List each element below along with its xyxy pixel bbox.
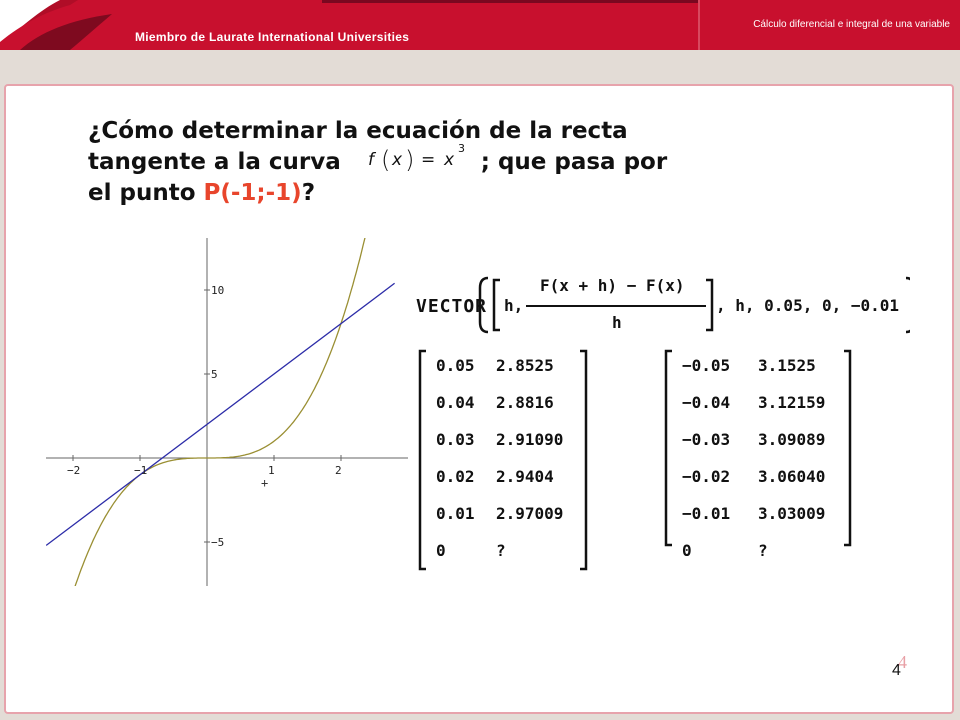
x-tick-label: −1 — [134, 464, 148, 477]
vector-rest-args: , h, 0.05, 0, −0.01 — [716, 296, 900, 315]
table-cell-h: −0.04 — [682, 393, 731, 412]
table-cell-h: −0.01 — [682, 504, 731, 523]
table-cell-h: 0 — [436, 541, 446, 560]
table-cell-h: 0.05 — [436, 356, 475, 375]
course-title: Cálculo diferencial e integral de una variable — [753, 19, 950, 30]
header-tagline: Miembro de Laurate International Universities — [135, 30, 410, 44]
question-line-2-end: ; que pasa por — [480, 149, 668, 175]
question-line-1: ¿Cómo determinar la ecuación de la recta — [88, 118, 628, 144]
vector-first-arg: h, — [504, 296, 524, 315]
tangent-line — [46, 283, 394, 545]
formula-exponent: 3 — [458, 142, 465, 155]
x-tick-label: 2 — [335, 464, 342, 477]
formula-x: x — [392, 150, 403, 170]
formula-base: x — [444, 150, 455, 170]
table-cell-value: 3.03009 — [758, 504, 826, 523]
y-tick-label: −5 — [211, 536, 225, 549]
formula-f: f — [368, 150, 374, 170]
table-cell-value: 3.06040 — [758, 467, 826, 486]
question-line-2-start: tangente a la curva — [88, 149, 341, 175]
table-cell-value: 2.9404 — [496, 467, 554, 486]
point-label: P(-1;-1) — [203, 180, 302, 206]
table-cell-h: 0.04 — [436, 393, 475, 412]
page-number: 4 — [892, 662, 901, 679]
y-tick-label: 5 — [211, 368, 218, 381]
page-number-ghost: 4 — [898, 652, 907, 672]
axis-ticks — [67, 284, 342, 549]
table-cell-h: 0.02 — [436, 467, 475, 486]
formula-close-paren: ) — [405, 146, 415, 174]
y-tick-label: 10 — [211, 284, 225, 297]
table-cell-h: 0.01 — [436, 504, 475, 523]
vector-keyword: VECTOR — [416, 296, 488, 317]
x-tick-label: −2 — [67, 464, 81, 477]
table-cell-value: 3.09089 — [758, 430, 826, 449]
table-cell-h: −0.05 — [682, 356, 731, 375]
table-cell-h: −0.03 — [682, 430, 731, 449]
university-logo — [0, 0, 135, 50]
table-cell-value: ? — [496, 541, 506, 560]
formula-equals: = — [421, 150, 436, 170]
table-cell-value: 3.12159 — [758, 393, 826, 412]
table-cell-value: ? — [758, 541, 768, 560]
graph-axes — [46, 238, 408, 586]
x-tick-label: 1 — [268, 464, 275, 477]
header-bar — [0, 0, 960, 50]
table-cell-h: −0.02 — [682, 467, 731, 486]
table-brackets — [410, 345, 870, 575]
vector-denominator: h — [612, 313, 622, 332]
table-cell-value: 2.97009 — [496, 504, 564, 523]
cursor-plus: + — [261, 476, 269, 490]
question-mark: ? — [301, 180, 316, 206]
formula-open-paren: ( — [381, 146, 391, 174]
vector-numerator: F(x + h) − F(x) — [540, 276, 685, 295]
table-cell-h: 0 — [682, 541, 692, 560]
question-line-3 — [88, 178, 688, 209]
header-stripe — [322, 0, 700, 3]
table-cell-value: 2.91090 — [496, 430, 564, 449]
question-line-3-start: el punto — [88, 180, 196, 206]
table-cell-value: 2.8816 — [496, 393, 554, 412]
function-graph — [46, 238, 408, 586]
table-cell-value: 2.8525 — [496, 356, 554, 375]
table-cell-value: 3.1525 — [758, 356, 816, 375]
curve-formula — [366, 142, 484, 178]
header-divider — [698, 0, 700, 50]
table-cell-h: 0.03 — [436, 430, 475, 449]
